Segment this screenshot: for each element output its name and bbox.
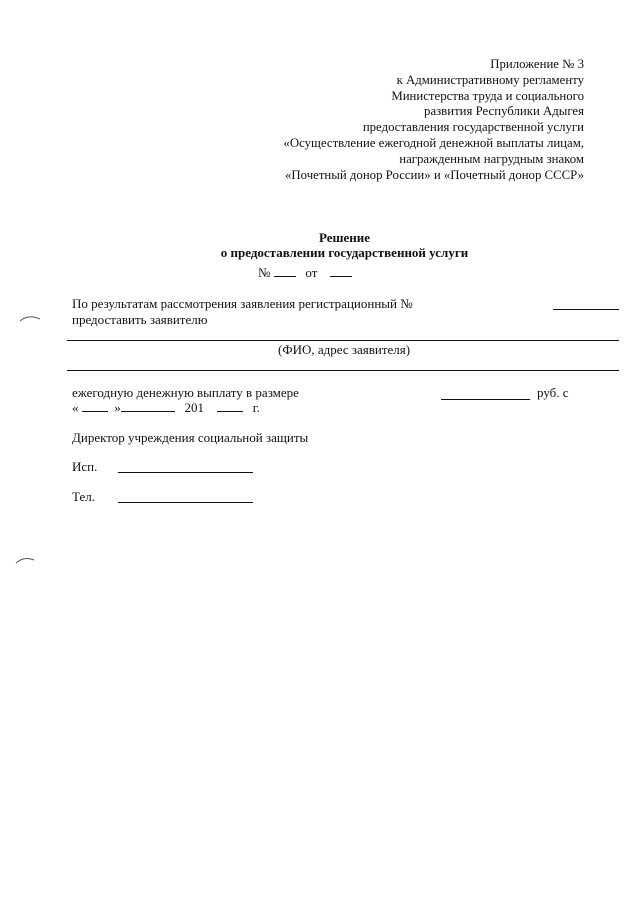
- decision-title: Решение: [318, 230, 371, 245]
- body-line-2: предоставить заявителю: [72, 312, 208, 327]
- header-line: Приложение № 3: [490, 57, 584, 71]
- executor-label: Исп.: [72, 459, 98, 474]
- header-line: предоставления государственной услуги: [362, 120, 584, 135]
- hole-punch-mark: [18, 312, 42, 324]
- amount-blank: [441, 399, 530, 400]
- phone-label: Тел.: [72, 489, 95, 504]
- registration-number-blank: [553, 309, 619, 310]
- header-line: награжденным нагрудным знаком: [399, 151, 584, 166]
- applicant-caption: (ФИО, адрес заявителя): [278, 342, 411, 357]
- number-label: №: [258, 265, 271, 280]
- header-line: Министерства труда и социального: [391, 88, 584, 103]
- phone-blank: [118, 502, 253, 503]
- header-line: к Административному регламенту: [396, 72, 584, 87]
- payment-text: ежегодную денежную выплату в размере: [72, 385, 299, 400]
- executor-blank: [118, 472, 253, 473]
- appendix-header: [283, 57, 584, 183]
- open-quote: «: [72, 400, 79, 415]
- applicant-blank-line: [67, 340, 619, 341]
- decision-number-line: [258, 265, 352, 281]
- start-date-line: [72, 400, 260, 416]
- header-line: «Осуществление ежегодной денежной выплаты лицам,: [283, 135, 584, 150]
- body-line-1: По результатам рассмотрения заявления регистрационный №: [72, 296, 413, 311]
- year-prefix: 201: [184, 400, 204, 415]
- year-suffix: г.: [252, 400, 260, 415]
- decision-subtitle: о предоставлении государственной услуги: [220, 245, 469, 260]
- applicant-blank-line-2: [67, 370, 619, 371]
- header-line: «Почетный донор России» и «Почетный донор СССР»: [285, 167, 584, 182]
- header-line: развития Республики Адыгея: [424, 104, 584, 119]
- date-blank: [330, 265, 352, 277]
- day-blank: [82, 400, 108, 412]
- number-blank: [274, 265, 296, 277]
- close-quote: »: [114, 400, 121, 415]
- year-blank: [217, 400, 243, 412]
- hole-punch-mark: [14, 554, 36, 566]
- month-blank: [121, 400, 175, 412]
- date-label: от: [305, 265, 318, 280]
- director-line: Директор учреждения социальной защиты: [72, 430, 309, 445]
- currency-text: руб. с: [537, 385, 569, 400]
